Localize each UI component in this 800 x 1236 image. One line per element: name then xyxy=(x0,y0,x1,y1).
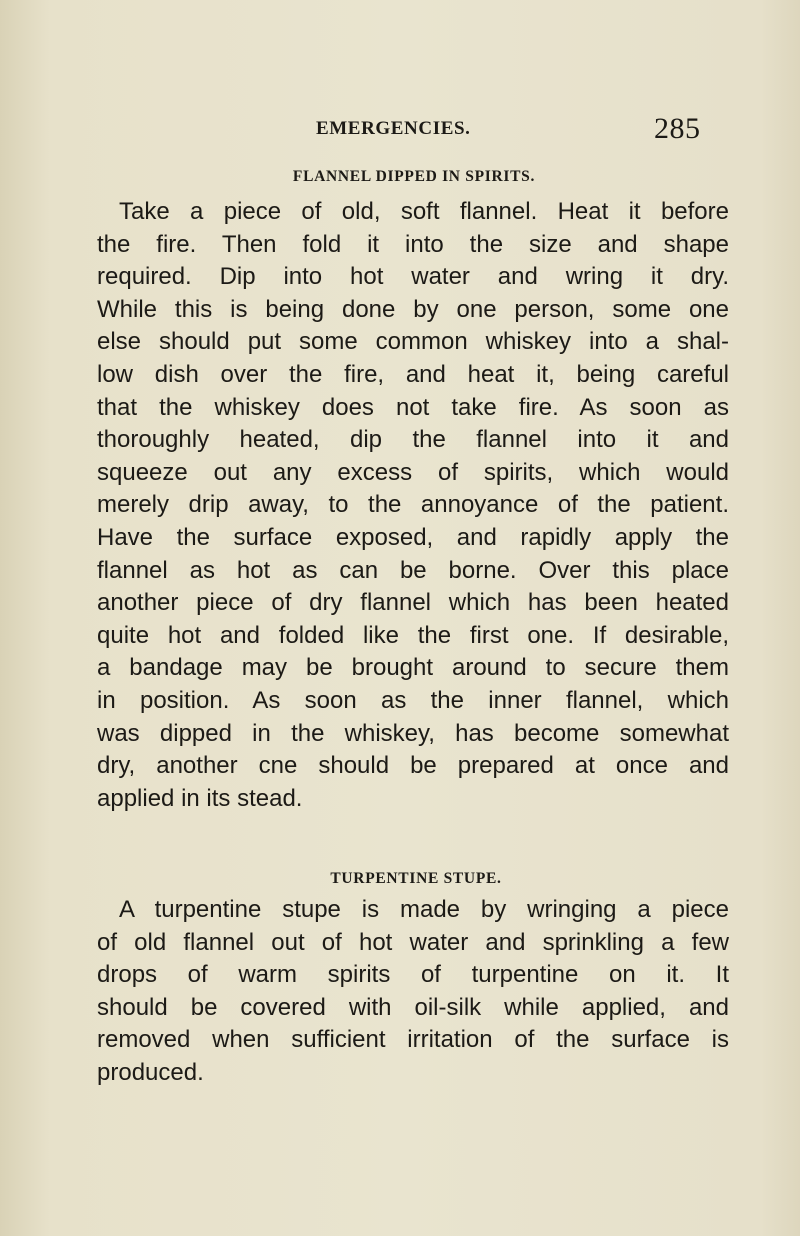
text-line: merely drip away, to the annoyance of the patient. xyxy=(97,491,729,519)
text-line: was dipped in the whiskey, has become somewhat xyxy=(97,719,729,747)
running-title: EMERGENCIES. xyxy=(316,118,471,139)
text-line: the fire. Then fold it into the size and shape xyxy=(97,230,729,258)
running-head xyxy=(0,112,800,152)
text-line: Have the surface exposed, and rapidly apply the xyxy=(97,523,729,551)
text-line: low dish over the fire, and heat it, being careful xyxy=(97,360,729,388)
section-heading-turpentine: TURPENTINE STUPE. xyxy=(330,870,502,887)
text-line: drops of warm spirits of turpentine on it. It xyxy=(97,961,729,989)
text-line: that the whiskey does not take fire. As soon as xyxy=(97,393,729,421)
text-line: in position. As soon as the inner flannel, which xyxy=(97,686,729,714)
text-line: applied in its stead. xyxy=(97,784,303,812)
text-line: another piece of dry flannel which has been heated xyxy=(97,589,729,617)
text-line: of old flannel out of hot water and sprinkling a few xyxy=(97,928,729,956)
text-line: A turpentine stupe is made by wringing a piece xyxy=(119,896,729,923)
text-line: else should put some common whiskey into a shal- xyxy=(97,328,729,356)
text-line: thoroughly heated, dip the flannel into it and xyxy=(97,426,729,454)
text-line: required. Dip into hot water and wring it dry. xyxy=(97,263,729,291)
text-line: flannel as hot as can be borne. Over this place xyxy=(97,556,729,584)
text-line: a bandage may be brought around to secure them xyxy=(97,654,729,682)
text-line: dry, another cne should be prepared at once and xyxy=(97,752,729,780)
section-heading-flannel: FLANNEL DIPPED IN SPIRITS. xyxy=(292,168,536,185)
paragraph-turpentine xyxy=(97,894,729,1090)
text-line: Take a piece of old, soft flannel. Heat it before xyxy=(119,198,729,225)
text-line: squeeze out any excess of spirits, which would xyxy=(97,458,729,486)
text-line: quite hot and folded like the first one. If desirable, xyxy=(97,621,729,649)
text-line: removed when sufficient irritation of the surface is xyxy=(97,1026,729,1054)
text-line: produced. xyxy=(97,1058,204,1086)
paragraph-flannel xyxy=(97,196,729,815)
text-line: should be covered with oil-silk while applied, and xyxy=(97,993,729,1021)
page-number: 285 xyxy=(654,112,701,145)
text-line: While this is being done by one person, some one xyxy=(97,295,729,323)
